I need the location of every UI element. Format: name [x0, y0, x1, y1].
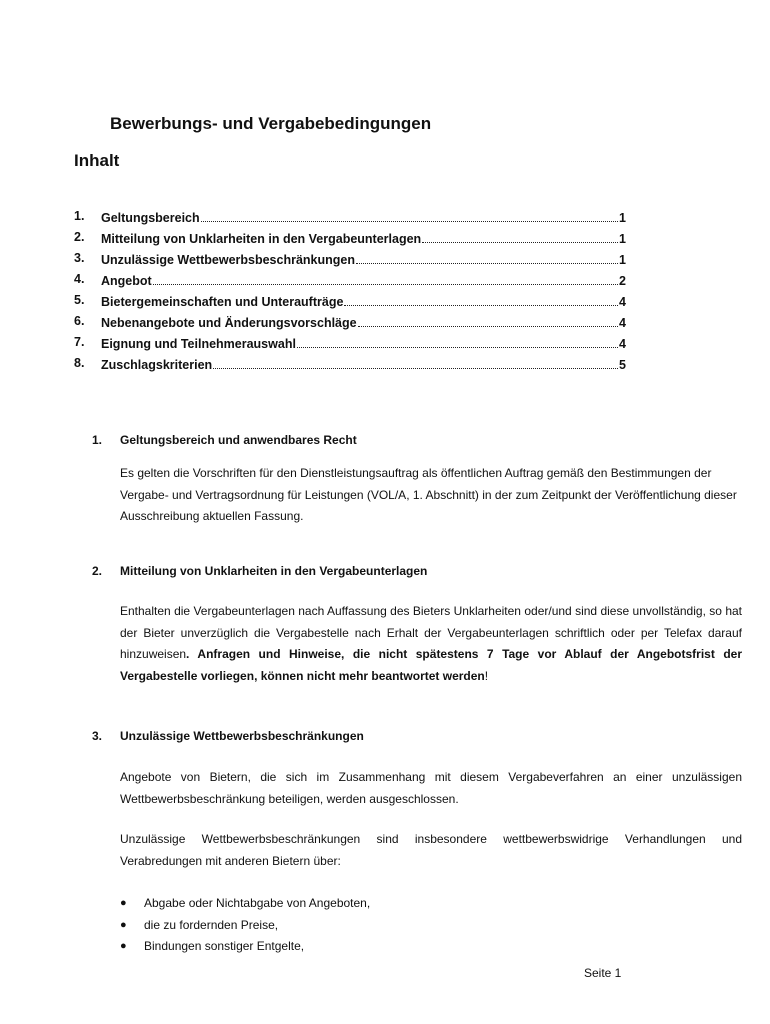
toc-entry-label: Geltungsbereich	[101, 211, 200, 225]
toc-entry[interactable]	[74, 333, 626, 354]
toc-leader-dots	[356, 251, 618, 264]
toc-leader-dots	[344, 293, 618, 306]
toc-entry-page: 2	[619, 274, 626, 288]
section-2-paragraph	[120, 601, 742, 687]
section-1-paragraph: Es gelten die Vorschriften für den Dienstleistungsauftrag als öffentlichen Auftrag gemäß den Bestimmungen der Vergabe- und Vertragsordnung für Leistungen (VOL/A, 1. Abschnitt) in der zum Zeitpunkt der Veröffentlichung dieser Ausschreibung aktuellen Fassung.	[120, 466, 737, 523]
toc-entry-label: Angebot	[101, 274, 152, 288]
section-3-bullet-list	[120, 893, 740, 958]
bullet-icon: ●	[120, 897, 127, 909]
toc-entry-number: 2.	[74, 230, 85, 244]
list-item: ● die zu fordernden Preise,	[120, 915, 740, 937]
toc-entry-number: 3.	[74, 251, 85, 265]
document-title: Bewerbungs- und Vergabebedingungen	[110, 114, 432, 133]
section-title: Mitteilung von Unklarheiten in den Vergabeunterlagen	[120, 564, 428, 578]
section-number: 1.	[92, 433, 103, 447]
paragraph-end: !	[484, 668, 489, 683]
bullet-icon: ●	[120, 918, 127, 931]
toc-entry-page: 5	[619, 358, 626, 372]
toc-entry[interactable]	[74, 228, 626, 249]
toc-entry-number: 1.	[74, 209, 85, 223]
section-3-paragraph-2: Unzulässige Wettbewerbsbeschränkungen sind insbesondere wettbewerbswidrige Verhandlungen und Verabredungen mit anderen Bietern über:	[120, 832, 742, 868]
toc-entry[interactable]	[74, 249, 626, 270]
bullet-icon: ●	[120, 940, 127, 952]
toc-entry-label: Unzulässige Wettbewerbsbeschränkungen	[101, 253, 355, 267]
toc-entry-number: 8.	[74, 356, 85, 370]
toc-leader-dots	[422, 230, 618, 243]
section-2-heading	[92, 564, 427, 578]
toc-leader-dots	[153, 272, 618, 285]
toc-entry[interactable]	[74, 207, 626, 228]
toc-entry-label: Bietergemeinschaften und Unteraufträge	[101, 295, 344, 309]
list-item: ● Abgabe oder Nichtabgabe von Angeboten,	[120, 893, 740, 915]
paragraph-bold-text: . Anfragen und Hinweise, die nicht spätestens 7 Tage vor Ablauf der Angebotsfrist der Vergabestelle vorliegen, können nicht mehr beantwortet werden	[120, 647, 742, 683]
toc-entry-label: Mitteilung von Unklarheiten in den Vergabeunterlagen	[101, 232, 422, 246]
table-of-contents	[74, 207, 626, 375]
toc-entry-page: 1	[619, 253, 626, 267]
paragraph-text: Enthalten die Vergabeunterlagen nach Auffassung des Bieters Unklarheiten oder/und sind diese unvollständig, so hat der Bieter unverzüglich die Vergabestelle nach Erhalt der Vergabeunterlagen schriftlich oder per Telefax darauf hinzuweisen	[120, 604, 742, 661]
toc-entry-label: Eignung und Teilnehmerauswahl	[101, 337, 296, 351]
toc-entry-label: Zuschlagskriterien	[101, 358, 213, 372]
section-number: 2.	[92, 564, 103, 578]
section-title: Geltungsbereich und anwendbares Recht	[120, 433, 357, 447]
toc-leader-dots	[358, 314, 618, 327]
toc-leader-dots	[297, 335, 618, 348]
toc-entry[interactable]	[74, 270, 626, 291]
section-1-heading	[92, 433, 357, 447]
toc-entry-page: 1	[619, 232, 626, 246]
toc-entry-number: 7.	[74, 335, 85, 349]
toc-heading: Inhalt	[74, 151, 120, 170]
toc-entry[interactable]	[74, 354, 626, 375]
toc-leader-dots	[201, 209, 618, 222]
section-title: Unzulässige Wettbewerbsbeschränkungen	[120, 729, 364, 743]
toc-entry-number: 4.	[74, 272, 85, 286]
toc-entry-page: 4	[619, 337, 626, 351]
toc-entry-number: 6.	[74, 314, 85, 328]
section-number: 3.	[92, 729, 103, 743]
toc-entry[interactable]	[74, 312, 626, 333]
toc-entry-number: 5.	[74, 293, 85, 307]
section-3-heading	[92, 729, 364, 743]
toc-entry[interactable]	[74, 291, 626, 312]
toc-leader-dots	[213, 356, 618, 369]
list-item: ● Bindungen sonstiger Entgelte,	[120, 936, 740, 958]
toc-entry-label: Nebenangebote und Änderungsvorschläge	[101, 316, 357, 330]
toc-entry-page: 4	[619, 295, 626, 309]
toc-entry-page: 1	[619, 211, 626, 225]
section-3-paragraph-1: Angebote von Bietern, die sich im Zusammenhang mit diesem Vergabeverfahren an einer unzulässigen Wettbewerbsbeschränkung beteiligen, werden ausgeschlossen.	[120, 770, 742, 806]
page-number-footer: Seite 1	[584, 966, 622, 980]
toc-entry-page: 4	[619, 316, 626, 330]
